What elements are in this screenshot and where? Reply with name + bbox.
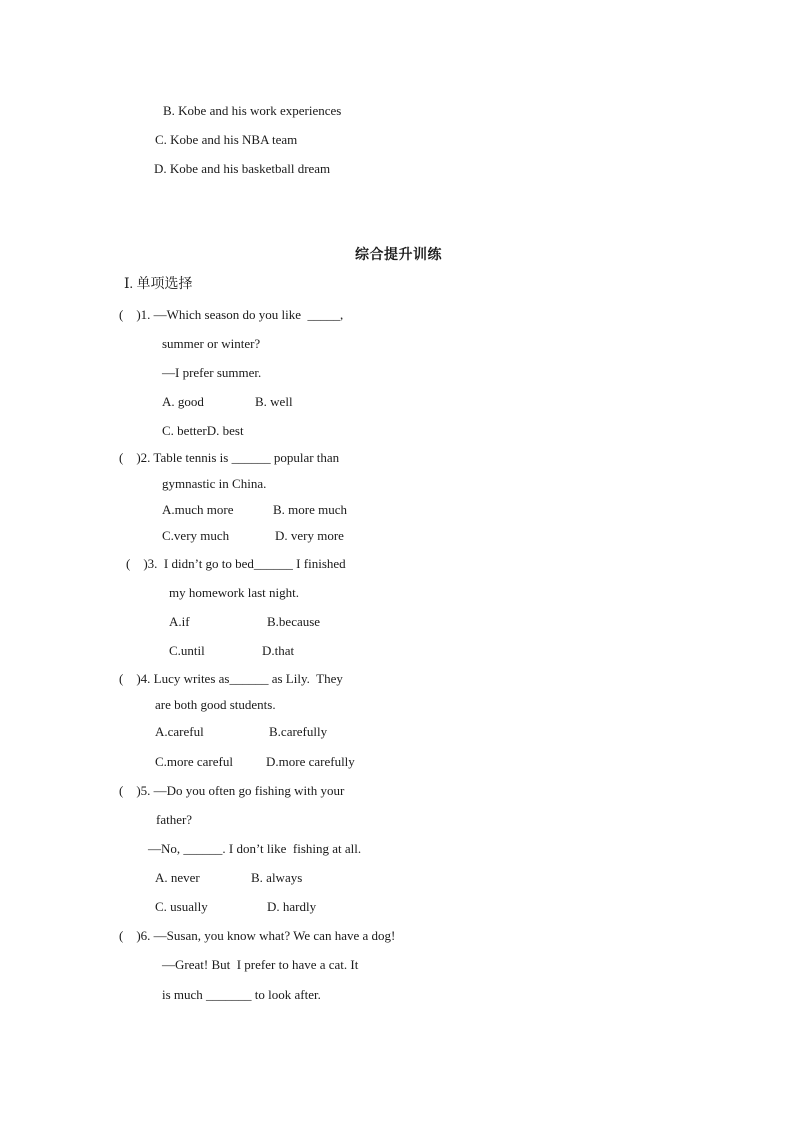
question-3-option-b: B.because — [267, 614, 321, 629]
question-5-line-3: —No, ______. I don’t like fishing at all. — [148, 841, 362, 856]
question-5-option-a: A. never — [155, 870, 200, 885]
question-3-line-2: my homework last night. — [169, 585, 299, 600]
question-5-line-2: father? — [156, 812, 193, 827]
question-4-line-2: are both good students. — [155, 697, 276, 712]
prev-option-d: D. Kobe and his basketball dream — [154, 161, 331, 176]
question-5-stem: ( )5. —Do you often go fishing with your — [119, 783, 345, 798]
question-4-stem: ( )4. Lucy writes as______ as Lily. They — [119, 671, 343, 686]
question-1-option-a: A. good — [162, 394, 204, 409]
question-5-option-d: D. hardly — [267, 899, 317, 914]
section-heading: Ⅰ. 单项选择 — [124, 277, 193, 292]
question-1-option-b: B. well — [255, 394, 293, 409]
question-1-option-cd: C. betterD. best — [162, 423, 244, 438]
question-2-option-c: C.very much — [162, 528, 230, 543]
question-1-line-3: —I prefer summer. — [162, 365, 262, 380]
question-3-option-c: C.until — [169, 643, 205, 658]
question-6-line-2: —Great! But I prefer to have a cat. It — [162, 957, 359, 972]
question-6-stem: ( )6. —Susan, you know what? We can have a dog! — [119, 928, 396, 943]
question-3-option-d: D.that — [262, 643, 295, 658]
prev-option-c: C. Kobe and his NBA team — [155, 132, 298, 147]
prev-option-b: B. Kobe and his work experiences — [163, 103, 342, 118]
question-4-option-c: C.more careful — [155, 754, 233, 769]
question-2-option-d: D. very more — [275, 528, 344, 543]
question-4-option-d: D.more carefully — [266, 754, 355, 769]
question-1-line-2: summer or winter? — [162, 336, 261, 351]
question-2-line-2: gymnastic in China. — [162, 476, 267, 491]
section-title: 综合提升训练 — [355, 248, 442, 263]
question-5-option-c: C. usually — [155, 899, 208, 914]
question-4-option-b: B.carefully — [269, 724, 328, 739]
question-4-option-a: A.careful — [155, 724, 204, 739]
question-3-stem: ( )3. I didn’t go to bed______ I finished — [126, 556, 346, 571]
question-3-option-a: A.if — [169, 614, 190, 629]
question-2-stem: ( )2. Table tennis is ______ popular than — [119, 450, 340, 465]
question-2-option-a: A.much more — [162, 502, 234, 517]
question-2-option-b: B. more much — [273, 502, 348, 517]
question-6-line-3: is much _______ to look after. — [162, 987, 321, 1002]
question-1-stem: ( )1. —Which season do you like _____, — [119, 307, 344, 322]
question-5-option-b: B. always — [251, 870, 303, 885]
